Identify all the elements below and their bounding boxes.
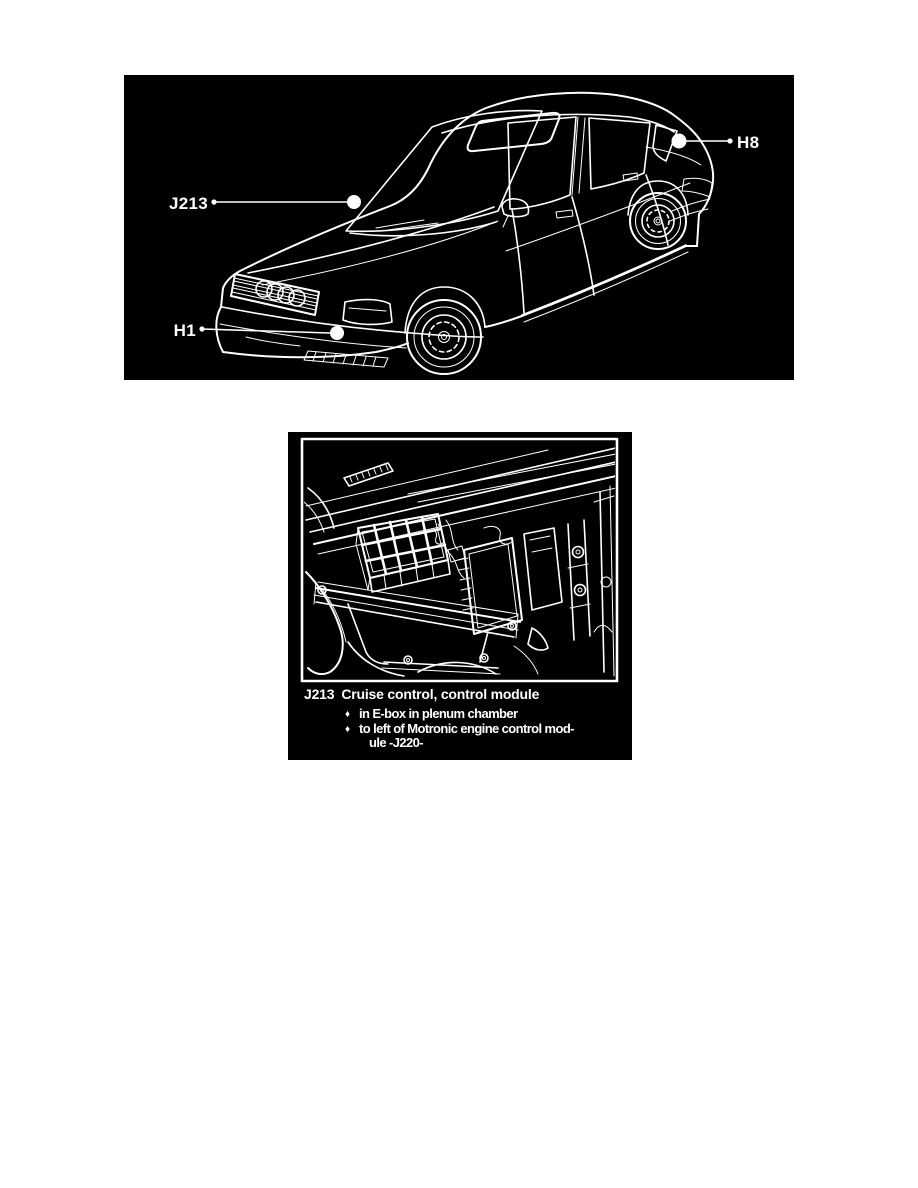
cowl-vent-strip	[304, 463, 393, 532]
caption-bullet-2: ♦ to left of Motronic engine control mod-	[345, 721, 574, 736]
door-handle-front	[556, 210, 573, 218]
component-code: J213	[304, 686, 335, 702]
caption-bullet-2-continuation: ule -J220-	[369, 735, 423, 750]
ebox-figure	[288, 432, 632, 760]
label-j213: J213	[168, 194, 208, 213]
figure-caption	[288, 684, 632, 760]
ebox-lattice-cover	[356, 514, 450, 592]
headlight	[343, 300, 392, 325]
ebox-line-drawing	[288, 432, 632, 684]
diamond-bullet-icon: ♦	[345, 709, 351, 720]
side-glass	[502, 117, 677, 227]
callout-j213	[169, 194, 361, 213]
car-line-drawing	[124, 75, 794, 380]
callout-h8	[672, 133, 760, 152]
mounting-tray	[314, 582, 520, 674]
car-body-outline	[216, 93, 713, 357]
right-structure	[594, 486, 614, 676]
front-end	[220, 274, 483, 367]
callout-h1	[174, 321, 344, 340]
car-location-figure	[124, 75, 794, 380]
front-wheel	[405, 287, 485, 374]
label-h8: H8	[737, 133, 760, 152]
caption-bullet-1: ♦ in E-box in plenum chamber	[345, 706, 518, 721]
caption-title-row	[304, 686, 539, 702]
control-modules	[458, 520, 590, 640]
rear-wheel	[628, 181, 688, 249]
diamond-bullet-icon: ♦	[345, 724, 351, 735]
ebox-body	[370, 560, 450, 592]
hood-lines	[248, 207, 498, 285]
component-title: Cruise control, control module	[341, 686, 540, 702]
doors-and-trim	[506, 173, 690, 322]
label-h1: H1	[173, 321, 196, 340]
